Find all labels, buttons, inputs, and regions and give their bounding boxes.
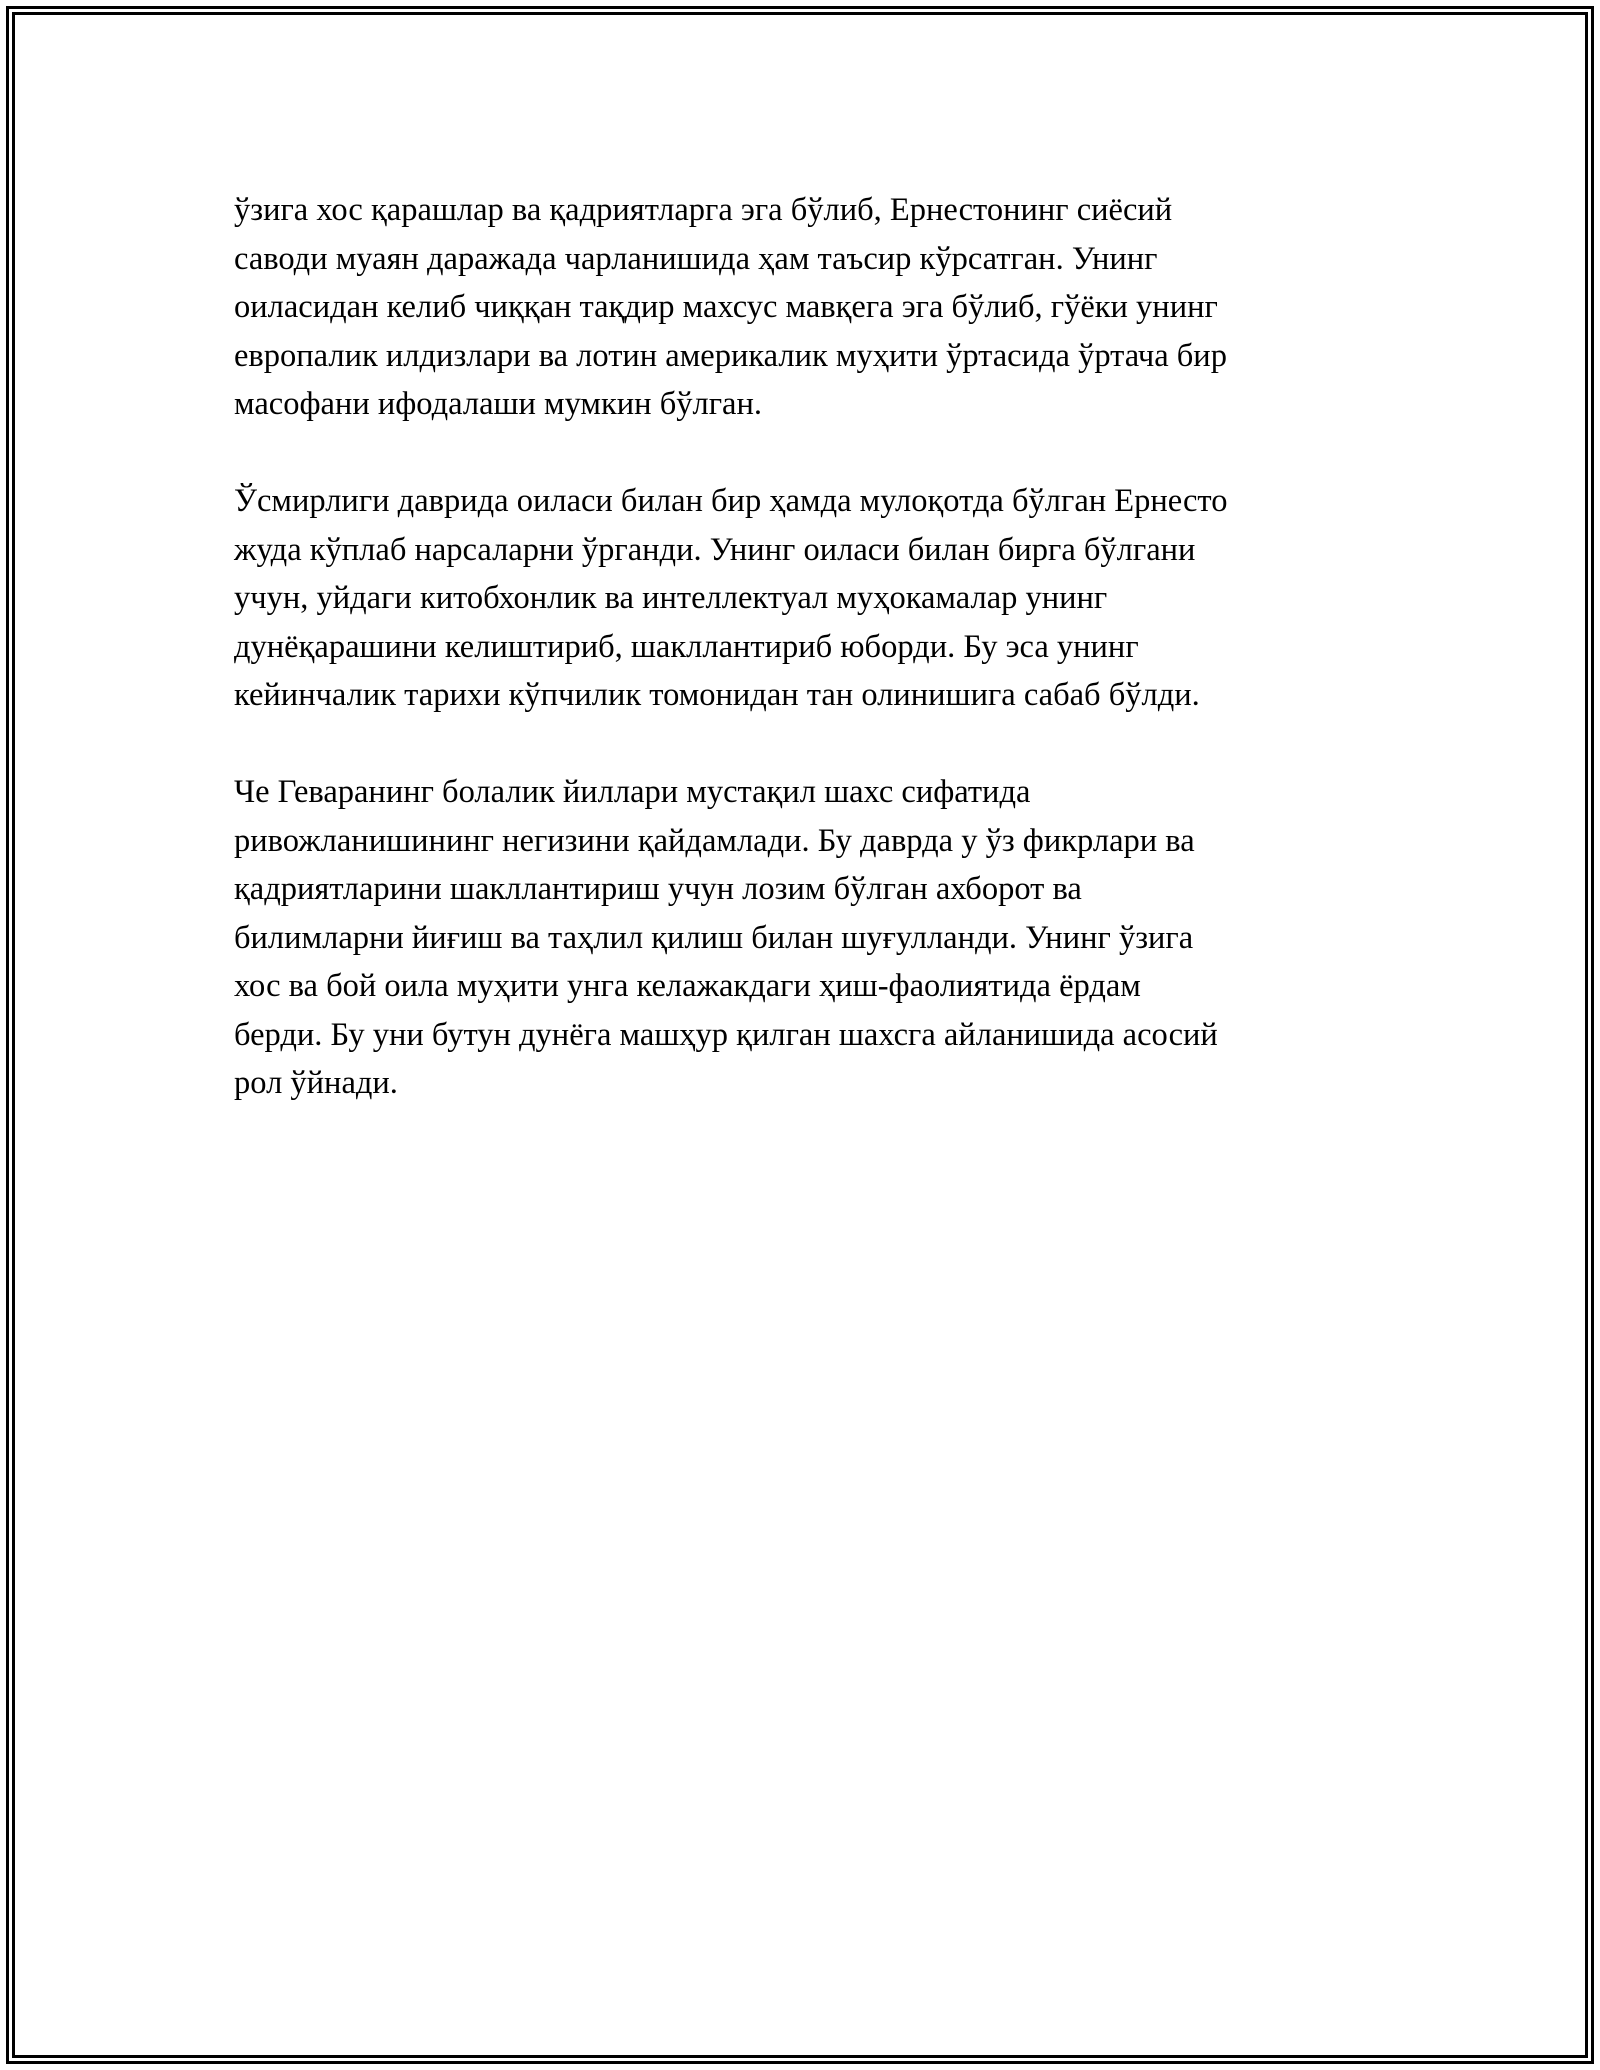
paragraph-3: Че Геваранинг болалик йиллари мустақил шахс сифатида ривожланишининг негизини қайдамлади. Бу даврда у ўз фикрлари ва қадриятларини шакллантириш учун лозим бўлган ахборот ва билимларни йиғиш ва таҳлил қилиш билан шуғулланди. Унинг ўзига хос ва бой оила муҳити унга келажакдаги ҳиш-фаолиятида ёрдам берди. Бу уни бутун дунёга машҳур қилган шахсга айланишида асосий рол ўйнади. xyxy=(234,774,1218,1101)
document-body xyxy=(234,186,1374,1156)
paragraph-1: ўзига хос қарашлар ва қадриятларга эга бўлиб, Ернестонинг сиёсий саводи муаян даражада чарланишида ҳам таъсир кўрсатган. Унинг оиласидан келиб чиққан тақдир махсус мавқега эга бўлиб, гўёки унинг европалик илдизлари ва лотин америкалик муҳити ўртасида ўртача бир масофани ифодалаши мумкин бўлган. xyxy=(234,192,1227,422)
paragraph-2: Ўсмирлиги даврида оиласи билан бир ҳамда мулоқотда бўлган Ернесто жуда кўплаб нарсаларни ўрганди. Унинг оиласи билан бирга бўлгани учун, уйдаги китобхонлик ва интеллектуал муҳокамалар унинг дунёқарашини келиштириб, шакллантириб юборди. Бу эса унинг кейинчалик тарихи кўпчилик томонидан тан олинишига сабаб бўлди. xyxy=(234,483,1228,713)
